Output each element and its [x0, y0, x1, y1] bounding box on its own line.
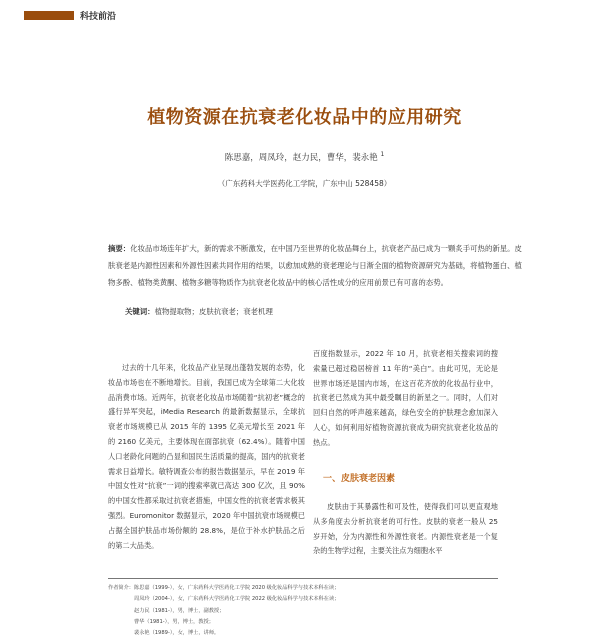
keywords-text: 植物提取物；皮肤抗衰老；衰老机理 — [154, 307, 273, 316]
author-superscript: 1 — [380, 151, 385, 159]
footnote-line: 周凤玲（2004-），女，广东药科大学医药化工学院 2022 级化妆品科学与技术本科在读； — [134, 596, 340, 603]
footnote-line: 曹华（1981-），男，博士，教授； — [134, 618, 214, 625]
body-right-column-top — [313, 347, 498, 451]
keywords-label: 关键词： — [125, 307, 155, 316]
body-left-column — [108, 361, 305, 553]
author-names: 陈思嘉，周凤玲，赵力民，曹华，裴永艳 — [224, 153, 378, 163]
body-paragraph: 百度指数显示，2022 年 10 月，抗衰老相关搜索词的搜索量已超过稳居榜首 11 年的“美白”。由此可见，无论是世界市场还是国内市场，在这百花齐放的化妆品行业中，抗衰老已然成为其中最受瞩目的新星之一。同时，人们对回归自然的呼声越来越高，绿色安全的护肤理念愈加深入人心，如何利用好植物资源抗衰成为研究抗衰老化妆品的热点。 — [313, 349, 498, 447]
section-heading: 一、皮肤衰老因素 — [323, 474, 396, 484]
footnote-line: 赵力民（1981-），男，博士，副教授； — [134, 607, 225, 614]
keywords — [125, 306, 273, 317]
abstract-label: 摘要： — [108, 244, 131, 253]
article-title: 植物资源在抗衰老化妆品中的应用研究 — [147, 107, 462, 128]
body-right-column-bottom — [313, 500, 498, 559]
article-authors — [0, 151, 609, 163]
article-affiliation: （广东药科大学医药化工学院，广东中山 528458） — [217, 179, 392, 188]
footnote-line: 作者简介：陈思嘉（1999-），女，广东药科大学医药化工学院 2020 级化妆品科学与技术本科在读； — [108, 585, 340, 591]
body-paragraph: 过去的十几年来，化妆品产业呈现出蓬勃发展的态势，化妆品市场也在不断地增长。目前，我国已成为全球第二大化妆品消费市场。近两年，抗衰老化妆品市场随着“抗初老”概念的盛行异军突起，iMedia Research 的最新数据显示，全球抗衰老市场规模已从 2015 年的 1395 亿美元增长至 2021 年的 2160 亿美元，主要体现在面部抗衰（62.4%）。随着中国人口老龄化问题的凸显和国民生活质量的提高，国内的抗衰老需求日益增长。敏特调查公布的报告数据显示，早在 2019 年中国女性对“抗衰”一词的搜索率就已高达 300 亿次，且 90% 的中国女性都采取过抗衰老措施，中国女性的抗衰老需求极其强烈。Euromonitor 数据显示，2020 年中国抗衰市场规模已占据全国护肤品市场份额的 28.8%，是位于补水护肤品之后的第二大品类。 — [108, 363, 305, 550]
header-accent-bar — [24, 11, 74, 20]
footnote-line: 裴永艳（1989-），女，博士，讲师。 — [134, 630, 220, 637]
abstract — [108, 240, 528, 291]
author-footnotes — [108, 583, 339, 639]
abstract-text: 化妆品市场连年扩大，新的需求不断激发，在中国乃至世界的化妆品舞台上，抗衰老产品已成为一颗炙手可热的新星。皮肤衰老是内源性因素和外源性因素共同作用的结果，以愈加成熟的衰老理论与日渐全面的植物资源研究为基础，将植物蛋白、植物多酚、植物类黄酮、植物多糖等物质作为抗衰老化妆品中的核心活性成分的应用前景已有可喜的态势。 — [108, 244, 522, 287]
section-label: 科技前沿 — [80, 12, 117, 22]
footnote-divider — [108, 578, 498, 579]
body-paragraph: 皮肤由于其暴露性和可及性，使得我们可以更直观地从多角度去分析抗衰老的可行性。皮肤的衰老一般从 25 岁开始，分为内源性和外源性衰老。内源性衰老是一个复杂的生物学过程，主要关注点为细胞水平 — [313, 502, 498, 556]
